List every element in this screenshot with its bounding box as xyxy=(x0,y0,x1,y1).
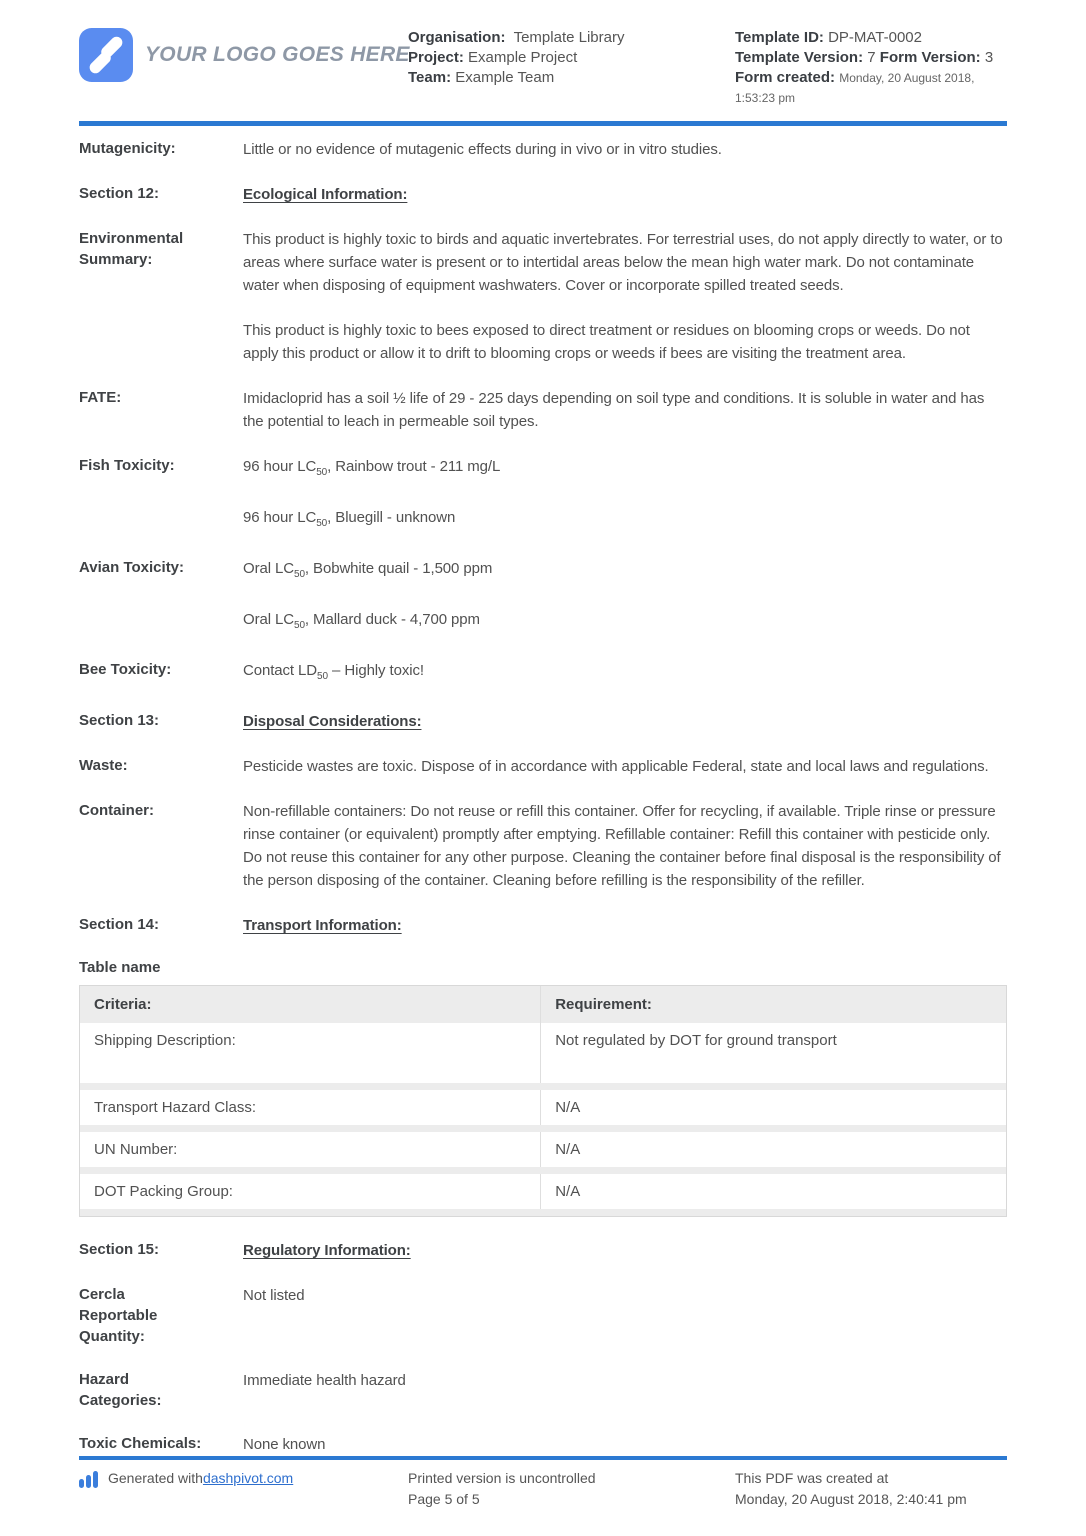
subscript-text: 50 xyxy=(293,569,305,580)
text-segment: , Bluegill - unknown xyxy=(327,509,456,526)
header-meta-right xyxy=(735,28,1007,108)
table-cell-criteria: Transport Hazard Class: xyxy=(94,1099,256,1116)
text-segment: None known xyxy=(243,1436,326,1453)
field-row xyxy=(79,1433,1007,1456)
field-paragraph xyxy=(243,659,1007,688)
section-label: Section 13: xyxy=(79,712,160,729)
table-row xyxy=(80,1174,1006,1209)
form-version-value: 3 xyxy=(984,49,994,66)
field-value xyxy=(243,228,1007,365)
footer-divider xyxy=(79,1456,1007,1460)
project-line xyxy=(408,48,735,68)
field-value xyxy=(243,1284,1007,1347)
field-value xyxy=(243,800,1007,892)
field-label: Cercla Reportable Quantity: xyxy=(79,1286,158,1345)
form-created-value: Monday, 20 August 2018, 1:53:23 pm xyxy=(735,71,975,105)
text-segment: This product is highly toxic to bees exposed to direct treatment or residues on blooming crops or weeds. Do not apply this product or allow it to drift to blooming crops or weeds if bees are visiting the treatment area. xyxy=(243,322,970,362)
field-value xyxy=(243,557,1007,637)
organisation-line xyxy=(408,28,735,48)
field-label: Fish Toxicity: xyxy=(79,457,175,474)
field-row xyxy=(79,138,1007,161)
section-title-cell xyxy=(243,914,1007,937)
field-label: Avian Toxicity: xyxy=(79,559,185,576)
text-segment: , Bobwhite quail - 1,500 ppm xyxy=(304,560,493,577)
footer-columns xyxy=(79,1468,1007,1510)
section-title: Disposal Considerations: xyxy=(243,713,422,730)
page-header xyxy=(0,0,1086,108)
section-title-cell xyxy=(243,710,1007,733)
field-paragraph xyxy=(243,557,1007,586)
template-id-label: Template ID: xyxy=(735,29,824,46)
logo xyxy=(79,28,408,82)
field-label: Toxic Chemicals: xyxy=(79,1435,202,1452)
field-paragraph xyxy=(243,387,1007,433)
text-segment: 96 hour LC xyxy=(243,509,317,526)
section-row xyxy=(79,710,1007,733)
table-header-cell: Criteria: xyxy=(94,996,152,1013)
table-header-cell: Requirement: xyxy=(540,986,1006,1023)
table-cell-requirement: N/A xyxy=(540,1174,1006,1209)
pdf-created-timestamp: Monday, 20 August 2018, 2:40:41 pm xyxy=(735,1491,967,1507)
printed-version-text: Printed version is uncontrolled xyxy=(408,1470,596,1486)
project-label: Project: xyxy=(408,49,464,66)
field-row xyxy=(79,1284,1007,1347)
text-segment: Pesticide wastes are toxic. Dispose of in accordance with applicable Federal, state and local laws and regulations. xyxy=(243,758,989,775)
versions-line xyxy=(735,48,1007,68)
field-label: Environmental Summary: xyxy=(79,230,184,268)
template-version-label: Template Version: xyxy=(735,49,864,66)
table-cell-criteria: UN Number: xyxy=(94,1141,178,1158)
footer-generated xyxy=(79,1468,408,1510)
section-row xyxy=(79,1239,1007,1262)
text-segment: , Mallard duck - 4,700 ppm xyxy=(304,611,480,628)
field-value xyxy=(243,659,1007,688)
template-id-value: DP-MAT-0002 xyxy=(828,29,922,46)
text-segment: Little or no evidence of mutagenic effects during in vivo or in vitro studies. xyxy=(243,141,722,158)
logo-placeholder-text: YOUR LOGO GOES HERE xyxy=(145,43,410,66)
field-paragraph xyxy=(243,755,1007,778)
section-label: Section 14: xyxy=(79,916,160,933)
field-paragraph xyxy=(243,800,1007,892)
table-row xyxy=(80,1132,1006,1167)
field-paragraph xyxy=(243,138,1007,161)
pdf-created-label: This PDF was created at xyxy=(735,1470,889,1486)
project-value: Example Project xyxy=(468,49,578,66)
team-value: Example Team xyxy=(455,69,555,86)
text-segment: Contact LD xyxy=(243,662,318,679)
table-cell-requirement: N/A xyxy=(540,1090,1006,1125)
form-version-label: Form Version: xyxy=(879,49,981,66)
section-title: Ecological Information: xyxy=(243,186,408,203)
table-cell-criteria: DOT Packing Group: xyxy=(94,1183,233,1200)
text-segment: Oral LC xyxy=(243,560,294,577)
field-label: Mutagenicity: xyxy=(79,140,176,157)
header-meta-left xyxy=(408,28,735,88)
table-name: Table name xyxy=(79,959,161,976)
company-logo-icon xyxy=(79,28,133,82)
table-cell-requirement: N/A xyxy=(540,1132,1006,1167)
section-title-cell xyxy=(243,183,1007,206)
subscript-text: 50 xyxy=(293,620,305,631)
field-label: FATE: xyxy=(79,389,122,406)
organisation-label: Organisation: xyxy=(408,29,506,46)
table-cell-criteria: Shipping Description: xyxy=(94,1032,236,1049)
footer-created xyxy=(735,1468,1007,1510)
table-row xyxy=(80,1090,1006,1125)
field-label: Waste: xyxy=(79,757,128,774)
field-value xyxy=(243,1369,1007,1411)
generated-with-text: Generated with xyxy=(108,1470,203,1486)
text-segment: 96 hour LC xyxy=(243,458,317,475)
dashpivot-bars-icon xyxy=(79,1469,100,1494)
transport-table xyxy=(79,985,1007,1217)
text-segment: Imidacloprid has a soil ½ life of 29 - 225 days depending on soil type and conditions. It is soluble in water and has the potential to leach in permeable soil types. xyxy=(243,390,985,430)
table-row xyxy=(80,1023,1006,1083)
field-label: Bee Toxicity: xyxy=(79,661,172,678)
field-label: Container: xyxy=(79,802,154,819)
table-section xyxy=(79,959,1007,1217)
dashpivot-link[interactable]: dashpivot.com xyxy=(202,1470,294,1486)
field-label: Hazard Categories: xyxy=(79,1371,162,1409)
subscript-text: 50 xyxy=(317,671,328,682)
field-paragraph xyxy=(243,228,1007,297)
field-row xyxy=(79,455,1007,535)
text-segment: , Rainbow trout - 211 mg/L xyxy=(327,458,501,475)
field-row xyxy=(79,800,1007,892)
section-title: Transport Information: xyxy=(243,917,402,934)
field-paragraph xyxy=(243,319,1007,365)
subscript-text: 50 xyxy=(316,467,328,478)
text-segment: This product is highly toxic to birds and aquatic invertebrates. For terrestrial uses, do not apply directly to water, or to areas where surface water is present or to intertidal areas below the mean high water mark. Do not contaminate water when disposing of equipment washwaters. Cover or incorporate spilled treated seeds. xyxy=(243,231,1003,294)
section-title: Regulatory Information: xyxy=(243,1242,411,1259)
page-number: Page 5 of 5 xyxy=(408,1491,480,1507)
table-cell-requirement: Not regulated by DOT for ground transport xyxy=(540,1023,1006,1083)
section-title-cell xyxy=(243,1239,1007,1262)
text-segment: Immediate health hazard xyxy=(243,1372,406,1389)
field-row xyxy=(79,659,1007,688)
organisation-value: Template Library xyxy=(513,29,625,46)
field-paragraph xyxy=(243,455,1007,484)
text-segment: – Highly toxic! xyxy=(327,662,424,679)
field-value xyxy=(243,387,1007,433)
footer-printed xyxy=(408,1468,735,1510)
section-row xyxy=(79,183,1007,206)
document-body xyxy=(0,126,1086,1466)
field-paragraph xyxy=(243,1284,1007,1307)
section-row xyxy=(79,914,1007,937)
field-value xyxy=(243,455,1007,535)
text-segment: Oral LC xyxy=(243,611,294,628)
field-row xyxy=(79,755,1007,778)
text-segment: Non-refillable containers: Do not reuse or refill this container. Offer for recycling, if available. Triple rinse or pressure rinse container (or equivalent) promptly after emptying. Refillable container: Refill this container with pesticide only. Do not reuse this container for any other purpose. Cleaning the container before final disposal is the responsibility of the person disposing of the container. Cleaning before refilling is the responsibility of the refiller. xyxy=(243,803,1001,889)
table-header-row xyxy=(80,986,1006,1023)
subscript-text: 50 xyxy=(316,518,328,529)
team-label: Team: xyxy=(408,69,452,86)
template-id-line xyxy=(735,28,1007,48)
field-paragraph xyxy=(243,506,1007,535)
field-row xyxy=(79,557,1007,637)
team-line xyxy=(408,68,735,88)
section-label: Section 12: xyxy=(79,185,160,202)
field-value xyxy=(243,138,1007,161)
field-row xyxy=(79,387,1007,433)
field-paragraph xyxy=(243,1433,1007,1456)
field-value xyxy=(243,1433,1007,1456)
form-created-label: Form created: xyxy=(735,69,836,86)
page-footer xyxy=(79,1456,1007,1510)
field-row xyxy=(79,1369,1007,1411)
text-segment: Not listed xyxy=(243,1287,305,1304)
form-created-line xyxy=(735,68,1007,108)
field-paragraph xyxy=(243,608,1007,637)
field-paragraph xyxy=(243,1369,1007,1392)
field-row xyxy=(79,228,1007,365)
field-value xyxy=(243,755,1007,778)
section-label: Section 15: xyxy=(79,1241,160,1258)
template-version-value: 7 xyxy=(867,49,876,66)
